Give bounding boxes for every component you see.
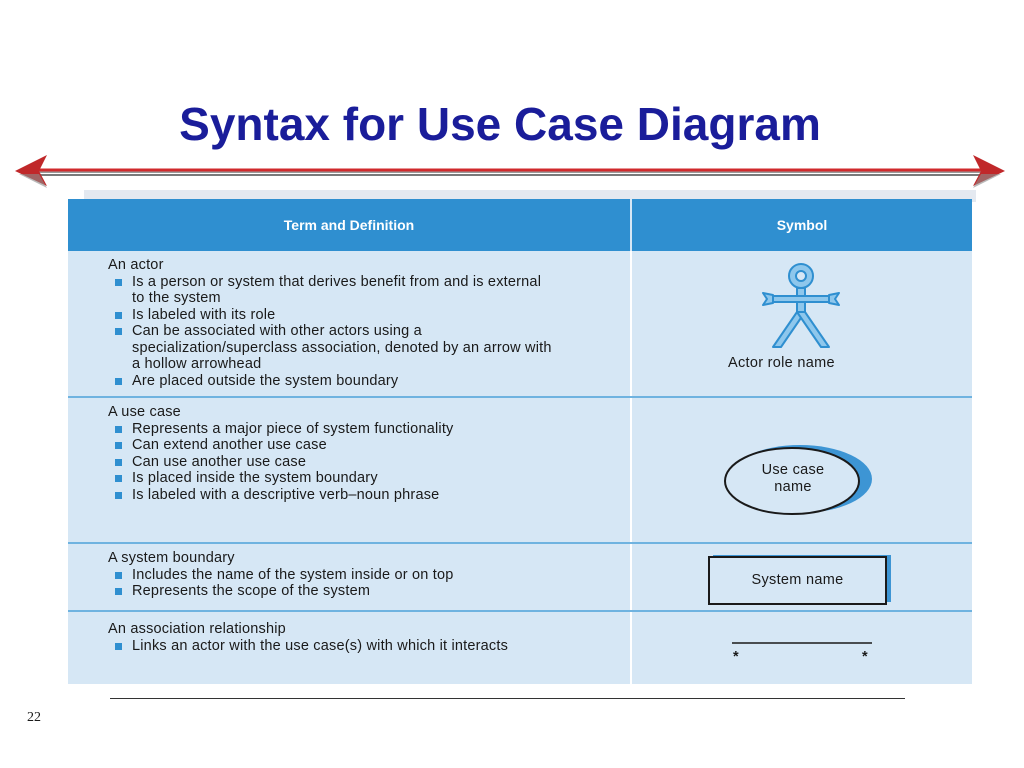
use-case-label-line: Use case (761, 462, 825, 478)
list-item: Includes the name of the system inside or on top (108, 567, 618, 584)
multiplicity-left: * (733, 649, 739, 665)
use-case-symbol (632, 435, 972, 525)
row-heading: An actor (108, 257, 164, 273)
use-case-label-line: name (774, 479, 812, 495)
list-item: Can extend another use case (108, 437, 618, 454)
list-item: Are placed outside the system boundary (108, 373, 618, 390)
list-item: Can be associated with other actors using a specialization/superclass association, denoted by an arrow with a hollow arrowhead (108, 323, 562, 373)
system-name-label: System name (751, 572, 844, 588)
row-actor-definition (108, 257, 618, 389)
actor-role-label: Actor role name (728, 355, 835, 371)
multiplicity-right: * (862, 649, 868, 665)
list-item: Is labeled with a descriptive verb–noun phrase (108, 487, 512, 504)
stick-figure-actor-icon (632, 259, 972, 354)
association-symbol (632, 635, 972, 675)
association-line-icon (632, 636, 972, 648)
footer-divider (110, 698, 905, 699)
header-symbol: Symbol (632, 199, 972, 251)
row-heading: A use case (108, 404, 181, 420)
slide-title: Syntax for Use Case Diagram (179, 98, 821, 150)
row-use-case-definition (108, 404, 618, 503)
list-item: Can use another use case (108, 454, 618, 471)
row-association-definition (108, 621, 618, 654)
actor-symbol (632, 259, 972, 389)
row-heading: A system boundary (108, 550, 235, 566)
row-divider (68, 610, 972, 612)
page-number: 22 (27, 710, 41, 725)
list-item: Is labeled with its role (108, 307, 618, 324)
row-divider (68, 396, 972, 398)
row-divider (68, 542, 972, 544)
header-term-definition: Term and Definition (68, 199, 630, 251)
list-item: Represents the scope of the system (108, 583, 618, 600)
system-boundary-symbol (632, 551, 972, 607)
list-item: Is a person or system that derives benefit from and is external to the system (108, 274, 552, 307)
use-case-label (732, 462, 854, 496)
definition-table (68, 199, 972, 684)
row-heading: An association relationship (108, 621, 286, 637)
list-item: Represents a major piece of system functionality (108, 421, 472, 438)
list-item: Links an actor with the use case(s) with which it interacts (108, 638, 522, 655)
list-item: Is placed inside the system boundary (108, 470, 618, 487)
row-system-boundary-definition (108, 550, 618, 600)
